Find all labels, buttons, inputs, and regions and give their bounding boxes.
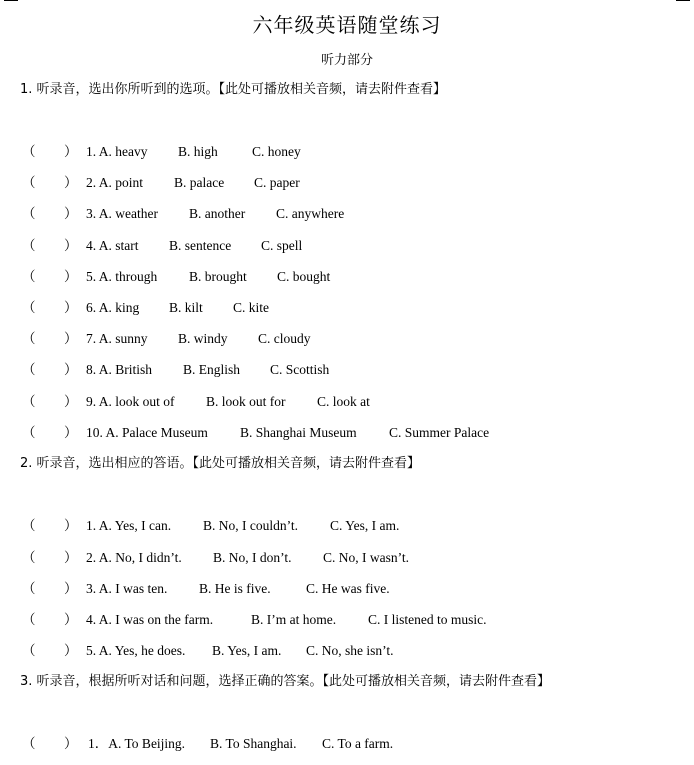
option-a: 10. A. Palace Museum — [86, 425, 208, 440]
answer-paren-close: ） — [64, 362, 78, 377]
page-corner-mark-right — [676, 0, 690, 1]
option-c: C. spell — [261, 238, 303, 253]
answer-paren-open: （ — [22, 175, 36, 190]
option-b: B. I’m at home. — [251, 612, 337, 627]
option-c: C. paper — [254, 175, 300, 190]
option-a: 2. A. point — [86, 175, 144, 190]
option-a: 1. A. heavy — [86, 144, 148, 159]
answer-paren-close: ） — [64, 581, 78, 596]
answer-paren-close: ） — [64, 612, 78, 627]
answer-paren-close: ） — [64, 206, 78, 221]
option-b: B. No, I couldn’t. — [203, 518, 298, 533]
answer-paren-open: （ — [22, 581, 36, 596]
answer-paren-open: （ — [22, 300, 36, 315]
option-a: 6. A. king — [86, 300, 140, 315]
option-a: 2. A. No, I didn’t. — [86, 550, 182, 565]
option-c: C. anywhere — [276, 206, 345, 221]
answer-paren-close: ） — [64, 175, 78, 190]
option-a: 1．A. To Beijing. — [88, 736, 186, 751]
answer-paren-open: （ — [22, 238, 36, 253]
answer-paren-close: ） — [64, 269, 78, 284]
answer-paren-open: （ — [22, 518, 36, 533]
answer-paren-close: ） — [64, 550, 78, 565]
option-b: B. He is five. — [199, 581, 271, 596]
option-c: C. Summer Palace — [389, 425, 490, 440]
option-b: B. Yes, I am. — [212, 643, 282, 658]
option-c: C. No, I wasn’t. — [323, 550, 409, 565]
option-a: 5. A. Yes, he does. — [86, 643, 186, 658]
option-a: 4. A. start — [86, 238, 139, 253]
option-a: 8. A. British — [86, 362, 153, 377]
option-c: C. cloudy — [258, 331, 311, 346]
answer-paren-open: （ — [22, 362, 36, 377]
answer-paren-close: ） — [64, 300, 78, 315]
answer-paren-close: ） — [64, 331, 78, 346]
option-c: C. He was five. — [306, 581, 390, 596]
option-a: 4. A. I was on the farm. — [86, 612, 214, 627]
option-b: B. brought — [189, 269, 247, 284]
option-c: C. Scottish — [270, 362, 330, 377]
answer-paren-close: ） — [64, 643, 78, 658]
option-b: B. another — [189, 206, 246, 221]
option-a: 7. A. sunny — [86, 331, 148, 346]
answer-paren-close: ） — [64, 736, 78, 751]
section-3-heading: 3. 听录音，根据所听对话和问题，选择正确的答案。【此处可播放相关音频，请去附件查看】 — [20, 674, 551, 689]
option-c: C. I listened to music. — [368, 612, 487, 627]
option-a: 3. A. weather — [86, 206, 158, 221]
option-c: C. bought — [277, 269, 331, 284]
answer-paren-open: （ — [22, 550, 36, 565]
section-1-heading: 1. 听录音，选出你所听到的选项。【此处可播放相关音频，请去附件查看】 — [20, 82, 447, 97]
option-a: 5. A. through — [86, 269, 158, 284]
option-a: 3. A. I was ten. — [86, 581, 168, 596]
page-subtitle: 听力部分 — [320, 53, 373, 68]
option-b: B. windy — [178, 331, 228, 346]
option-a: 1. A. Yes, I can. — [86, 518, 172, 533]
answer-paren-open: （ — [22, 144, 36, 159]
answer-paren-close: ） — [64, 425, 78, 440]
option-b: B. palace — [174, 175, 225, 190]
option-c: C. To a farm. — [322, 736, 394, 751]
option-b: B. Shanghai Museum — [240, 425, 357, 440]
option-a: 9. A. look out of — [86, 394, 175, 409]
option-c: C. Yes, I am. — [330, 518, 400, 533]
option-b: B. high — [178, 144, 218, 159]
answer-paren-open: （ — [22, 643, 36, 658]
option-b: B. kilt — [169, 300, 203, 315]
answer-paren-open: （ — [22, 612, 36, 627]
option-c: C. No, she isn’t. — [306, 643, 394, 658]
option-b: B. English — [183, 362, 241, 377]
answer-paren-open: （ — [22, 269, 36, 284]
answer-paren-close: ） — [64, 144, 78, 159]
option-b: B. No, I don’t. — [213, 550, 292, 565]
page-corner-mark-left — [4, 0, 18, 1]
answer-paren-open: （ — [22, 736, 36, 751]
answer-paren-open: （ — [22, 425, 36, 440]
answer-paren-open: （ — [22, 206, 36, 221]
option-b: B. sentence — [169, 238, 232, 253]
page-title: 六年级英语随堂练习 — [252, 13, 442, 37]
answer-paren-open: （ — [22, 394, 36, 409]
option-b: B. To Shanghai. — [210, 736, 297, 751]
answer-paren-close: ） — [64, 238, 78, 253]
option-c: C. honey — [252, 144, 301, 159]
option-b: B. look out for — [206, 394, 286, 409]
option-c: C. look at — [317, 394, 370, 409]
option-c: C. kite — [233, 300, 269, 315]
answer-paren-close: ） — [64, 394, 78, 409]
section-2-heading: 2. 听录音，选出相应的答语。【此处可播放相关音频，请去附件查看】 — [20, 456, 421, 471]
answer-paren-close: ） — [64, 518, 78, 533]
answer-paren-open: （ — [22, 331, 36, 346]
